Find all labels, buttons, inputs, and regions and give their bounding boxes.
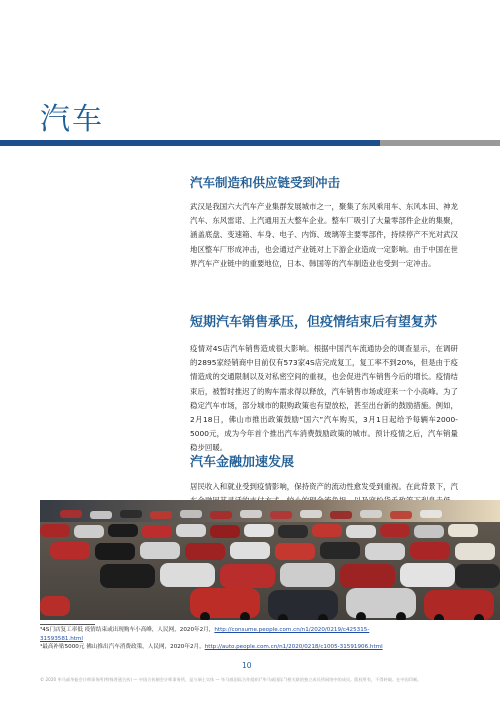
section-finance [190,454,458,491]
page-title: 汽车 [40,102,104,137]
footnotes [40,626,400,652]
footnote-text: ⁴最高补贴5000元 佛山推出汽车消费政策，人民网，2020年2月， [40,644,205,651]
section-body: 居民收入和就业受到疫情影响，保持资产的流动性愈发受到重视。在此背景下，汽 [190,482,458,491]
title-rule [0,140,500,146]
title-rule-accent [380,140,500,146]
section-sales [190,314,458,453]
section-heading: 汽车金融加速发展 [190,455,295,470]
footnote-link[interactable]: http://consume.people.com.cn/n1/2020/0219/c425315-31593581.html [40,627,370,642]
section-heading: 汽车制造和供应链受到冲击 [190,175,341,190]
section-manufacturing [190,174,458,268]
footnote-link[interactable]: http://auto.people.com.cn/n1/2020/0218/c1005-31591906.html [204,644,383,651]
page-number: 10 [242,661,252,670]
legal-notice: © 2020 毕马威华振会计师事务所(特殊普通合伙) — 中国合伙制会计师事务所，是与瑞士实体 — 毕马威国际合作组织(“毕马威国际”)相关联的独立成员所网络中的成员。版权所有，不得转载。在中国印制。 [40,677,422,682]
footnote-4 [40,643,400,652]
section-heading: 短期汽车销售承压，但疫情结束后有望复苏 [190,315,438,330]
section-body: 武汉是我国六大汽车产业集群发展城市之一，聚集了东风乘用车、东风本田、神龙汽车、东风雷诺、上汽通用五大整车企业。整车厂吸引了大量零部件企业的集聚，涵盖底盘、变速箱、车身、电子、内饰、玻璃等主要零部件，持续停产不光对武汉地区整车厂形成冲击，也会通过产业链对上下游企业造成一定影响。由于中国在世界汽车产业链中的重要地位，日本、韩国等的汽车制造业也受到一定冲击。 [190,202,458,268]
footnote-text: ³4S门店复工率低 疫情结束或出现购车小高峰，人民网，2020年2月， [40,627,215,633]
section-body: 疫情对4S店汽车销售造成很大影响。根据中国汽车流通协会的调查显示，在调研的2895家经销商中目前仅有573家4S店完成复工，复工率不到20%，但是由于疫情造成的交通限制以及对私密空间的重视，也会促进汽车销售今后的增长。疫情结束后，被暂时推迟了的购车需求得以释放，汽车销售市场或迎来一个小高峰。为了稳定汽车市场，部分城市的限购政策也有望放松，甚至出台新的鼓励措施。例如，2月18日，佛山市推出政策鼓励“国六”汽车购买，3月1日起给予每辆车2000-5000元，成为今年首个推出汽车消费鼓励政策的城市。预计疫情之后，汽车销量稳步回暖。 [190,344,458,453]
footnote-divider [40,624,95,625]
parked-cars-photo [40,500,500,620]
footnote-3 [40,626,400,643]
